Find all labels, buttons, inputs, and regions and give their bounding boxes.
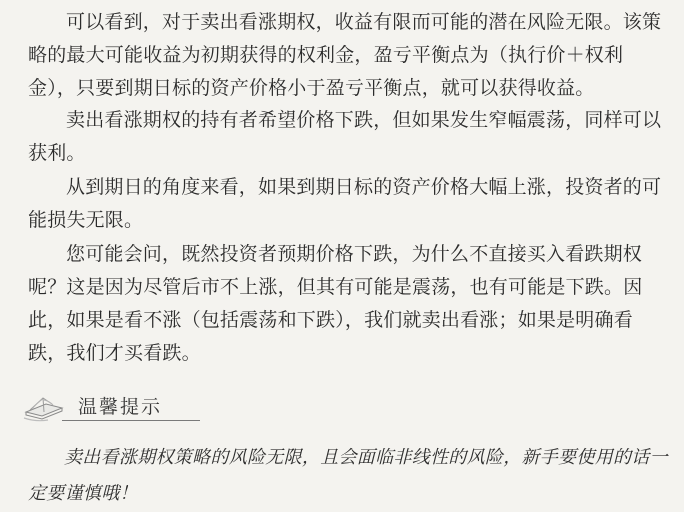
body-paragraph: 从到期日的角度来看，如果到期日标的资产价格大幅上涨，投资者的可能损失无限。 — [28, 176, 662, 231]
book-icon — [22, 388, 66, 424]
body-paragraph: 卖出看涨期权的持有者希望价格下跌，但如果发生窄幅震荡，同样可以获利。 — [28, 109, 662, 164]
body-paragraph: 可以看到，对于卖出看涨期权，收益有限而可能的潜在风险无限。该策略的最大可能收益为初期获得的权利金，盈亏平衡点为（执行价＋权利金），只要到期日标的资产价格小于盈亏平衡点，就可以获得收益。 — [28, 11, 662, 99]
body-paragraph: 您可能会问，既然投资者预期价格下跌，为什么不直接买入看跌期权呢？这是因为尽管后市不上涨，但其有可能是震荡，也有可能是下跌。因此，如果是看不涨（包括震荡和下跌），我们就卖出看涨；如果是明确看跌，我们才买看跌。 — [28, 243, 643, 364]
tip-underline — [62, 420, 200, 421]
tip-text: 卖出看涨期权策略的风险无限，且会面临非线性的风险，新手要使用的话一定要谨慎哦！ — [28, 447, 668, 504]
tip-header — [22, 388, 182, 424]
tip-title: 温馨提示 — [78, 396, 163, 418]
